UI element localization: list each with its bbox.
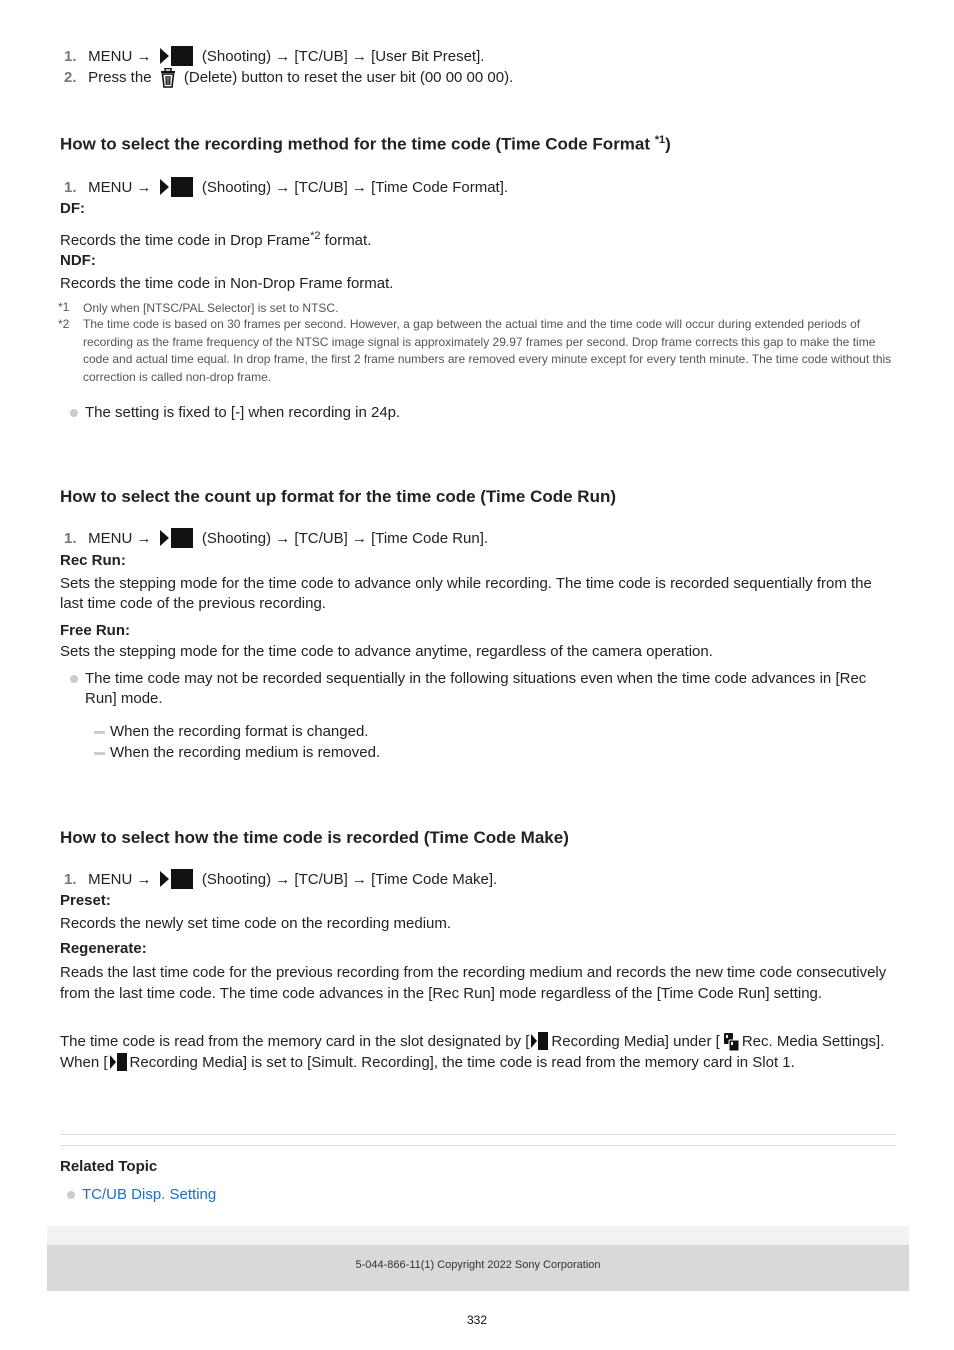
movie-camera-icon <box>160 869 194 889</box>
heading-footnote-ref: *1 <box>654 134 666 146</box>
divider <box>60 1134 896 1135</box>
related-topic-title: Related Topic <box>60 1158 158 1175</box>
step-text-post: (Shooting) → [TC/UB] → [User Bit Preset]. <box>201 48 485 65</box>
trash-icon <box>159 68 177 88</box>
media-note-text: Recording Media] under [ <box>551 1033 720 1050</box>
step-number: 1. <box>64 179 77 196</box>
step-2-delete <box>64 67 513 89</box>
footnote-1-mark: *1 <box>58 300 70 314</box>
step-number: 2. <box>64 69 77 86</box>
step-text-pre: Press the <box>88 69 152 86</box>
df-text: Records the time code in Drop Frame <box>60 232 311 249</box>
footer-bar <box>47 1245 909 1291</box>
bullet-dot <box>67 1191 75 1199</box>
movie-camera-icon <box>160 177 194 197</box>
step-number: 1. <box>64 48 77 65</box>
movie-camera-icon <box>160 46 194 66</box>
media-note-text: Recording Media] is set to [Simult. Recording], the time code is read from the memory card in Slot 1. <box>129 1054 795 1072</box>
df-text-end: format. <box>320 232 372 249</box>
movie-icon <box>110 1053 128 1071</box>
step-1-time-code-format <box>64 177 508 199</box>
sub-note-format-changed: When the recording format is changed. <box>110 723 369 740</box>
df-description <box>60 226 895 251</box>
preset-label: Preset: <box>60 892 111 909</box>
bullet-dot <box>70 675 78 683</box>
step-1-user-bit-preset <box>64 46 484 68</box>
heading-text: How to select the recording method for the time code (Time Code Format <box>60 134 655 154</box>
footnote-2-mark: *2 <box>58 317 70 331</box>
step-text-pre: MENU → <box>88 530 152 547</box>
rec-run-description: Sets the stepping mode for the time code to advance only while recording. The time code is recorded sequentially from the last time code of the previous recording. <box>60 575 872 612</box>
step-text-post: (Shooting) → [TC/UB] → [Time Code Make]. <box>201 871 498 888</box>
media-note-text: Rec. Media Settings]. When [ <box>60 1033 885 1072</box>
free-run-label: Free Run: <box>60 622 131 639</box>
section-heading-time-code-format <box>60 134 671 155</box>
rec-run-label: Rec Run: <box>60 552 126 569</box>
df-label: DF: <box>60 200 85 217</box>
df-footnote-ref: *2 <box>310 230 321 242</box>
section-heading-time-code-make: How to select how the time code is recorded (Time Code Make) <box>60 828 569 847</box>
note-24p: The setting is fixed to [-] when recording in 24p. <box>85 404 401 421</box>
footer-top-band <box>47 1226 909 1245</box>
ndf-description: Records the time code in Non-Drop Frame format. <box>60 275 394 292</box>
step-text-post: (Shooting) → [TC/UB] → [Time Code Format]. <box>201 179 509 196</box>
ndf-label: NDF: <box>60 252 96 269</box>
section-heading-time-code-run: How to select the count up format for the time code (Time Code Run) <box>60 487 616 506</box>
related-link-tc-ub-disp-setting[interactable]: TC/UB Disp. Setting <box>82 1186 217 1203</box>
page-number: 332 <box>466 1313 488 1327</box>
media-note-text: The time code is read from the memory card in the slot designated by [ <box>60 1033 530 1050</box>
step-1-time-code-run <box>64 528 488 550</box>
step-1-time-code-make <box>64 869 497 891</box>
movie-icon <box>531 1032 549 1050</box>
step-text-post: (Shooting) → [TC/UB] → [Time Code Run]. <box>201 530 489 547</box>
step-text-pre: MENU → <box>88 871 152 888</box>
media-note <box>60 1031 895 1073</box>
copyright-text: 5-044-866-11(1) Copyright 2022 Sony Corporation <box>355 1259 601 1271</box>
step-text-post: (Delete) button to reset the user bit (00 00 00 00). <box>183 69 514 86</box>
divider <box>60 1145 896 1146</box>
heading-text-end: ) <box>665 134 671 154</box>
preset-description: Records the newly set time code on the recording medium. <box>60 915 452 932</box>
sub-bullet-dash <box>94 731 105 734</box>
regenerate-label: Regenerate: <box>60 940 147 957</box>
footnote-1: Only when [NTSC/PAL Selector] is set to NTSC. <box>83 301 339 315</box>
sub-bullet-dash <box>94 752 105 755</box>
step-number: 1. <box>64 530 77 547</box>
step-text-pre: MENU → <box>88 48 152 65</box>
step-number: 1. <box>64 871 77 888</box>
regenerate-description: Reads the last time code for the previous recording from the recording medium and records the new time code consecutively from the last time code. The time code advances in the [Rec Run] mode regardless of the [Time Code Run] setting. <box>60 964 887 1002</box>
media-settings-icon <box>722 1032 740 1052</box>
step-text-pre: MENU → <box>88 179 152 196</box>
sub-note-medium-removed: When the recording medium is removed. <box>110 744 381 761</box>
note-sequential: The time code may not be recorded sequentially in the following situations even when the time code advances in [Rec Run] mode. <box>85 670 867 707</box>
footnote-2: The time code is based on 30 frames per second. However, a gap between the actual time and the time code will occur during extended periods of recording as the frame frequency of the NTSC image signal is approximately 29.97 frames per second. Drop frame corrects this gap to make the time code and actual time equal. In drop frame, the first 2 frame numbers are removed every minute except for every tenth minute. The time code without this correction is called non-drop frame. <box>83 317 892 384</box>
free-run-description: Sets the stepping mode for the time code to advance anytime, regardless of the camera operation. <box>60 643 713 660</box>
movie-camera-icon <box>160 528 194 548</box>
bullet-dot <box>70 409 78 417</box>
